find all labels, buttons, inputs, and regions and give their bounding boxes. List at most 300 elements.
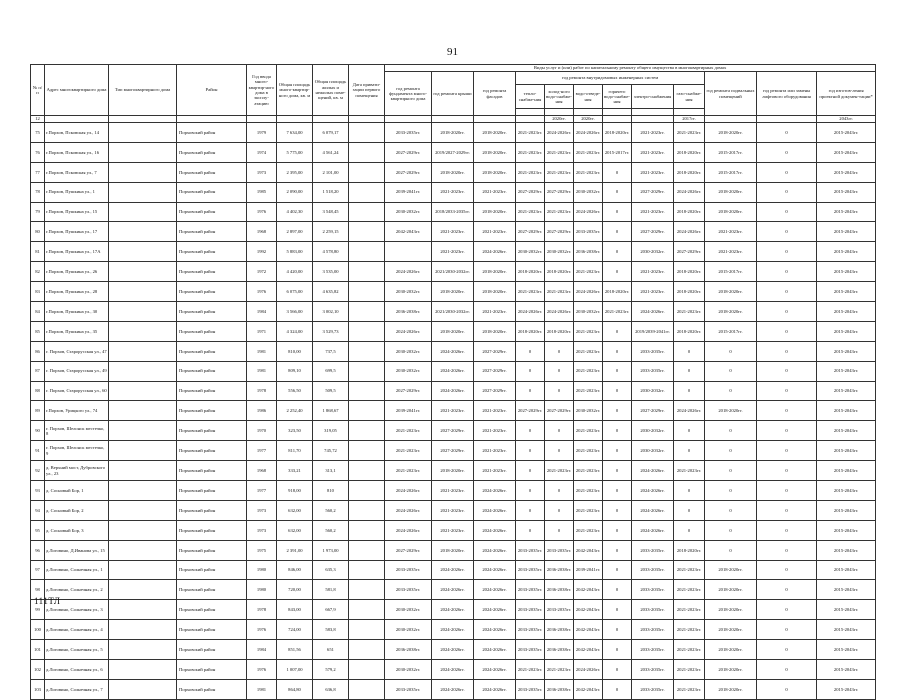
cell-heat: 2033-2035гг. — [516, 560, 545, 580]
cell-year: 1981 — [247, 341, 277, 361]
cell-heat: 2021-2023гг. — [516, 202, 545, 222]
cell-foundation: 2042-2043гг. — [385, 222, 432, 242]
cell-docs: 2015-2043гг. — [817, 182, 876, 202]
cell-gas: 2021-2023гг. — [674, 620, 705, 640]
cell-total-area: 720,00 — [277, 580, 313, 600]
colnum-cell — [313, 116, 349, 123]
cell-heat: 2021-2023гг. — [516, 282, 545, 302]
cell-privatization-date — [349, 500, 385, 520]
cell-year: 1973 — [247, 520, 277, 540]
cell-address: г.Порхов, Пушкина ул., 26 — [45, 262, 109, 282]
cell-privatization-date — [349, 401, 385, 421]
cell-roof: 2021-2023гг. — [432, 182, 474, 202]
table-row — [31, 461, 876, 481]
table-row — [31, 202, 876, 222]
cell-living-area: 560,2 — [313, 520, 349, 540]
cell-cold-water: 2027-2029гг. — [545, 222, 574, 242]
cell-heat: 2033-2035гг. — [516, 679, 545, 699]
cell-gas: 2018-2020гг. — [674, 162, 705, 182]
cell-house-type — [109, 600, 177, 620]
cell-row-number: 81 — [31, 242, 45, 262]
cell-row-number: 77 — [31, 162, 45, 182]
cell-row-number: 98 — [31, 580, 45, 600]
cell-roof: 2018-2020гг. — [432, 461, 474, 481]
cell-total-area: 2 897,00 — [277, 222, 313, 242]
cell-roof: 2024-2026гг. — [432, 361, 474, 381]
cell-gas: 2021-2023гг. — [674, 580, 705, 600]
header-privatization-date: Дата привати-зации первого помещения — [349, 65, 385, 116]
cell-elevator: 0 — [757, 162, 817, 182]
cell-hot-water: 0 — [603, 321, 632, 341]
header-total-area: Общая площадь много-квартир-ного дома, кв. м — [277, 65, 313, 116]
header-hot-water: горячего водо-снабже-ния — [603, 85, 632, 109]
cell-cold-water: 2018-2020гг. — [545, 262, 574, 282]
cell-electric: 2021-2023гг. — [632, 282, 674, 302]
cell-docs: 2015-2043гг. — [817, 381, 876, 401]
cell-row-number: 101 — [31, 640, 45, 660]
cell-house-type — [109, 441, 177, 461]
cell-drainage: 2021-2023гг. — [574, 500, 603, 520]
cell-total-area: 811,70 — [277, 441, 313, 461]
cell-living-area: 2 259,15 — [313, 222, 349, 242]
cell-foundation: 2039-2041гг. — [385, 182, 432, 202]
colnum-cell — [109, 116, 177, 123]
header-cold-water: холод-ного водо-снабже-ния — [545, 85, 574, 109]
cell-total-area: 5 883,00 — [277, 242, 313, 262]
colnum-cell — [757, 116, 817, 123]
cell-living-area: 4 561,24 — [313, 142, 349, 162]
cell-roof: 2027-2029гг. — [432, 441, 474, 461]
cell-district: Порховский район — [177, 361, 247, 381]
cell-roof: 2018-2020гг. — [432, 282, 474, 302]
cell-address: г. Порхов, Шелонск местечко, 9 — [45, 441, 109, 461]
cell-gas: 2018-2020гг. — [674, 202, 705, 222]
cell-living-area: 3 548,45 — [313, 202, 349, 222]
cell-living-area: 1 973,00 — [313, 540, 349, 560]
cell-hot-water: 0 — [603, 560, 632, 580]
cell-address: д.Логовино, Д.Иванова ул., 15 — [45, 540, 109, 560]
cell-heat: 0 — [516, 500, 545, 520]
table-row — [31, 640, 876, 660]
cell-drainage: 2021-2023гг. — [574, 321, 603, 341]
cell-docs: 2015-2043гг. — [817, 321, 876, 341]
cell-year: 1985 — [247, 182, 277, 202]
cell-address: д.Логовино, Солнечная ул., 6 — [45, 660, 109, 680]
cell-address: г.Порхов, Пушкина ул., 17 — [45, 222, 109, 242]
cell-cold-water: 0 — [545, 421, 574, 441]
cell-privatization-date — [349, 620, 385, 640]
cell-electric: 2033-2035гг. — [632, 679, 674, 699]
cell-living-area: 509,5 — [313, 381, 349, 401]
table-row — [31, 341, 876, 361]
cell-total-area: 724,00 — [277, 620, 313, 640]
cell-year: 1992 — [247, 242, 277, 262]
cell-foundation: 2027-2029гг. — [385, 381, 432, 401]
cell-living-area: 581,8 — [313, 580, 349, 600]
cell-heat: 0 — [516, 481, 545, 501]
cell-facade: 2021-2023гг. — [474, 222, 516, 242]
cell-roof: 2024-2026гг. — [432, 679, 474, 699]
colnum-cell: 12 — [31, 116, 45, 123]
cell-year: 1974 — [247, 142, 277, 162]
cell-privatization-date — [349, 660, 385, 680]
cell-basement: 0 — [705, 520, 757, 540]
cell-docs: 2015-2043гг. — [817, 361, 876, 381]
cell-electric: 2021-2023гг. — [632, 262, 674, 282]
cell-foundation: 2024-2026гг. — [385, 481, 432, 501]
cell-year: 1968 — [247, 461, 277, 481]
header-docs: год изготов-ления проектной докумен-тации* — [817, 72, 876, 116]
header-drainage: водо-отведе-ния — [574, 85, 603, 109]
cell-foundation: 2036-2038гг. — [385, 302, 432, 322]
cell-heat: 2021-2023гг. — [516, 142, 545, 162]
cell-row-number: 87 — [31, 361, 45, 381]
cell-privatization-date — [349, 123, 385, 143]
cell-living-area: 579,2 — [313, 660, 349, 680]
cell-hot-water: 0 — [603, 361, 632, 381]
header-services-group: Виды услуг и (или) работ по капитальному ремонту общего имущества в многоквартирных домах — [385, 65, 876, 72]
cell-drainage: 2033-2035гг. — [574, 222, 603, 242]
cell-house-type — [109, 361, 177, 381]
table-row — [31, 441, 876, 461]
cell-basement: 2015-2017гг. — [705, 262, 757, 282]
cell-cold-water: 2021-2023гг. — [545, 202, 574, 222]
cell-total-area: 4 402,30 — [277, 202, 313, 222]
cell-year: 1978 — [247, 600, 277, 620]
cell-docs: 2015-2043гг. — [817, 222, 876, 242]
cell-district: Порховский район — [177, 341, 247, 361]
cell-house-type — [109, 341, 177, 361]
cell-total-area: 809,10 — [277, 361, 313, 381]
cell-heat: 2030-2032гг. — [516, 242, 545, 262]
cell-foundation: 2024-2026гг. — [385, 321, 432, 341]
table-body — [31, 123, 876, 700]
colnum-cell: 2020гг. — [574, 116, 603, 123]
cell-hot-water: 0 — [603, 540, 632, 560]
table-row — [31, 242, 876, 262]
cell-foundation: 2033-2035гг. — [385, 560, 432, 580]
cell-facade: 2018-2020гг. — [474, 321, 516, 341]
cell-facade: 2021-2023гг. — [474, 421, 516, 441]
cell-hot-water: 0 — [603, 679, 632, 699]
cell-basement: 2018-2020гг. — [705, 202, 757, 222]
cell-facade: 2021-2023гг. — [474, 401, 516, 421]
cell-elevator: 0 — [757, 123, 817, 143]
header-elevator: год ремонта или замены лифтового оборудования — [757, 72, 817, 116]
cell-drainage: 2030-2032гг. — [574, 182, 603, 202]
cell-facade: 2024-2026гг. — [474, 640, 516, 660]
cell-foundation: 2036-2038гг. — [385, 640, 432, 660]
cell-total-area: 632,00 — [277, 520, 313, 540]
cell-roof: 2024-2026гг. — [432, 620, 474, 640]
cell-total-area: 843,00 — [277, 600, 313, 620]
cell-address: г.Порхов, Пушкина ул., 17А — [45, 242, 109, 262]
cell-hot-water: 0 — [603, 262, 632, 282]
cell-facade: 2018-2020гг. — [474, 123, 516, 143]
cell-hot-water: 0 — [603, 421, 632, 441]
cell-total-area: 851,56 — [277, 640, 313, 660]
cell-gas: 2024-2026гг. — [674, 401, 705, 421]
cell-total-area: 2 090,00 — [277, 182, 313, 202]
cell-gas: 0 — [674, 381, 705, 401]
cell-year: 1984 — [247, 640, 277, 660]
cell-elevator: 0 — [757, 341, 817, 361]
cell-facade: 2021-2023гг. — [474, 302, 516, 322]
cell-docs: 2015-2043гг. — [817, 540, 876, 560]
cell-row-number: 96 — [31, 540, 45, 560]
cell-roof: 2021-2023гг. — [432, 242, 474, 262]
cell-total-area: 5 775,00 — [277, 142, 313, 162]
cell-roof: 2024-2026гг. — [432, 341, 474, 361]
cell-district: Порховский район — [177, 142, 247, 162]
cell-heat: 2021-2023гг. — [516, 162, 545, 182]
table-row — [31, 162, 876, 182]
cell-row-number: 88 — [31, 381, 45, 401]
cell-roof: 2021-2023гг. — [432, 401, 474, 421]
cell-drainage: 2021-2023гг. — [574, 142, 603, 162]
cell-elevator: 0 — [757, 242, 817, 262]
cell-docs: 2015-2043гг. — [817, 421, 876, 441]
cell-electric: 2024-2026гг. — [632, 461, 674, 481]
cell-basement: 2018-2020гг. — [705, 679, 757, 699]
cell-heat: 2018-2020гг. — [516, 262, 545, 282]
cell-roof: 2019/2027-2029гг. — [432, 142, 474, 162]
cell-total-area: 333,21 — [277, 461, 313, 481]
cell-living-area: 3 002,10 — [313, 302, 349, 322]
cell-elevator: 0 — [757, 660, 817, 680]
cell-foundation: 2033-2035гг. — [385, 580, 432, 600]
cell-drainage: 2021-2023гг. — [574, 341, 603, 361]
cell-gas: 2018-2020гг. — [674, 321, 705, 341]
cell-district: Порховский район — [177, 182, 247, 202]
cell-row-number: 100 — [31, 620, 45, 640]
cell-basement: 2018-2020гг. — [705, 640, 757, 660]
cell-address: г. Порхов, Старорусская ул., 49 — [45, 361, 109, 381]
cell-heat: 2033-2035гг. — [516, 540, 545, 560]
cell-electric: 2030-2032гг. — [632, 381, 674, 401]
cell-total-area: 810,00 — [277, 341, 313, 361]
cell-basement: 0 — [705, 461, 757, 481]
cell-hot-water: 0 — [603, 381, 632, 401]
cell-roof: 2018-2020гг. — [432, 540, 474, 560]
cell-row-number: 84 — [31, 302, 45, 322]
cell-electric: 2033-2035гг. — [632, 600, 674, 620]
cell-facade: 2021-2023гг. — [474, 461, 516, 481]
colnum-cell — [349, 116, 385, 123]
cell-cold-water: 2018-2020гг. — [545, 321, 574, 341]
cell-gas: 0 — [674, 441, 705, 461]
cell-drainage: 2024-2026гг. — [574, 202, 603, 222]
cell-elevator: 0 — [757, 142, 817, 162]
cell-facade: 2024-2026гг. — [474, 679, 516, 699]
cell-roof: 2021-2023гг. — [432, 481, 474, 501]
cell-address: г.Порхов, Пушкина ул., 15 — [45, 202, 109, 222]
cell-foundation: 2030-2032гг. — [385, 600, 432, 620]
cell-house-type — [109, 282, 177, 302]
table-row — [31, 660, 876, 680]
cell-house-type — [109, 182, 177, 202]
cell-foundation: 2030-2032гг. — [385, 660, 432, 680]
cell-foundation: 2027-2029гг. — [385, 162, 432, 182]
cell-roof: 2027-2029гг. — [432, 421, 474, 441]
cell-row-number: 85 — [31, 321, 45, 341]
table-row — [31, 222, 876, 242]
header-address: Адрес многоквартирного дома — [45, 65, 109, 116]
cell-address: д.Логовино, Солнечная ул., 1 — [45, 560, 109, 580]
cell-district: Порховский район — [177, 640, 247, 660]
cell-house-type — [109, 142, 177, 162]
cell-hot-water: 0 — [603, 162, 632, 182]
cell-hot-water: 0 — [603, 640, 632, 660]
cell-gas: 2021-2023гг. — [674, 679, 705, 699]
cell-privatization-date — [349, 341, 385, 361]
header-foundation: год ремонта фундамента много-квартирного дома — [385, 72, 432, 116]
cell-living-area: 745,72 — [313, 441, 349, 461]
cell-heat: 2027-2029гг. — [516, 222, 545, 242]
cell-year: 1979 — [247, 123, 277, 143]
cell-row-number: 93 — [31, 481, 45, 501]
cell-facade: 2021-2023гг. — [474, 441, 516, 461]
colnum-cell — [474, 116, 516, 123]
cell-facade: 2024-2026гг. — [474, 520, 516, 540]
cell-drainage: 2030-2032гг. — [574, 302, 603, 322]
cell-district: Порховский район — [177, 162, 247, 182]
cell-gas: 0 — [674, 520, 705, 540]
cell-electric: 2033-2035гг. — [632, 660, 674, 680]
cell-district: Порховский район — [177, 600, 247, 620]
cell-foundation: 2021-2023гг. — [385, 421, 432, 441]
cell-foundation: 2021-2023гг. — [385, 461, 432, 481]
cell-electric: 2033-2035гг. — [632, 540, 674, 560]
cell-docs: 2015-2043гг. — [817, 341, 876, 361]
cell-address: д. Сосновый Бор, 3 — [45, 520, 109, 540]
cell-hot-water: 0 — [603, 341, 632, 361]
cell-privatization-date — [349, 640, 385, 660]
cell-foundation: 2033-2035гг. — [385, 679, 432, 699]
cell-foundation: 2030-2032гг. — [385, 620, 432, 640]
cell-heat: 2021-2023гг. — [516, 660, 545, 680]
cell-living-area: 810 — [313, 481, 349, 501]
cell-living-area: 4 635,82 — [313, 282, 349, 302]
cell-roof: 2021-2023гг. — [432, 520, 474, 540]
cell-heat: 0 — [516, 341, 545, 361]
header-district: Район — [177, 65, 247, 116]
cell-drainage: 2021-2023гг. — [574, 441, 603, 461]
cell-drainage: 2021-2023гг. — [574, 481, 603, 501]
cell-row-number: 82 — [31, 262, 45, 282]
cell-district: Порховский район — [177, 580, 247, 600]
cell-total-area: 632,00 — [277, 500, 313, 520]
cell-address: д. Сосновый Бор, 1 — [45, 481, 109, 501]
cell-year: 1976 — [247, 660, 277, 680]
cell-facade: 2018-2020гг. — [474, 282, 516, 302]
table-row — [31, 123, 876, 143]
cell-hot-water: 2021-2023гг. — [603, 302, 632, 322]
cell-electric: 2033-2035гг. — [632, 560, 674, 580]
cell-electric: 2033-2035гг. — [632, 620, 674, 640]
colnum-cell — [277, 116, 313, 123]
cell-foundation — [385, 242, 432, 262]
cell-elevator: 0 — [757, 500, 817, 520]
cell-electric: 2021-2023гг. — [632, 142, 674, 162]
cell-year: 1973 — [247, 500, 277, 520]
cell-house-type — [109, 162, 177, 182]
cell-house-type — [109, 500, 177, 520]
colnum-cell — [385, 116, 432, 123]
cell-facade: 2018-2020гг. — [474, 202, 516, 222]
cell-year: 1980 — [247, 580, 277, 600]
cell-year: 1984 — [247, 302, 277, 322]
cell-facade: 2024-2026гг. — [474, 242, 516, 262]
cell-electric: 2024-2026гг. — [632, 481, 674, 501]
cell-elevator: 0 — [757, 620, 817, 640]
header-basement: год ремонта подвальных помещений — [705, 72, 757, 116]
table-row — [31, 560, 876, 580]
cell-elevator: 0 — [757, 600, 817, 620]
cell-heat: 2033-2035гг. — [516, 640, 545, 660]
cell-gas: 2018-2020гг. — [674, 262, 705, 282]
cell-row-number: 91 — [31, 441, 45, 461]
cell-address: г.Порхов, Псковская ул., 16 — [45, 142, 109, 162]
cell-drainage: 2042-2043гг. — [574, 600, 603, 620]
cell-district: Порховский район — [177, 262, 247, 282]
cell-district: Порховский район — [177, 540, 247, 560]
colnum-cell — [632, 116, 674, 123]
cell-hot-water: 0 — [603, 202, 632, 222]
cell-drainage: 2042-2043гг. — [574, 640, 603, 660]
cell-cold-water: 2021-2023гг. — [545, 660, 574, 680]
cell-privatization-date — [349, 361, 385, 381]
cell-year: 1975 — [247, 540, 277, 560]
cell-hot-water: 0 — [603, 481, 632, 501]
table-row — [31, 580, 876, 600]
cell-heat: 0 — [516, 441, 545, 461]
cell-docs: 2015-2043гг. — [817, 262, 876, 282]
cell-year: 1972 — [247, 262, 277, 282]
cell-docs: 2015-2043гг. — [817, 600, 876, 620]
cell-address: г.Порхов, Псковская ул., 7 — [45, 162, 109, 182]
cell-address: д.Логовино, Солнечная ул., 3 — [45, 600, 109, 620]
cell-privatization-date — [349, 461, 385, 481]
cell-basement: 2015-2017гг. — [705, 321, 757, 341]
cell-house-type — [109, 381, 177, 401]
cell-roof: 2018-2020гг. — [432, 123, 474, 143]
cell-living-area: 6 079,17 — [313, 123, 349, 143]
cell-basement: 0 — [705, 381, 757, 401]
cell-roof: 2024-2026гг. — [432, 600, 474, 620]
cell-cold-water: 0 — [545, 441, 574, 461]
cell-hot-water: 0 — [603, 441, 632, 461]
cell-docs: 2015-2043гг. — [817, 441, 876, 461]
cell-address: д. Сосновый Бор, 2 — [45, 500, 109, 520]
cell-basement: 0 — [705, 481, 757, 501]
cell-roof: 2021/2030-2032гг. — [432, 302, 474, 322]
cell-gas: 2021-2023гг. — [674, 123, 705, 143]
cell-privatization-date — [349, 441, 385, 461]
cell-house-type — [109, 202, 177, 222]
cell-address: д.Логовино, Солнечная ул., 7 — [45, 679, 109, 699]
cell-heat: 0 — [516, 461, 545, 481]
cell-year: 1976 — [247, 620, 277, 640]
cell-foundation: 2021-2023гг. — [385, 441, 432, 461]
cell-privatization-date — [349, 381, 385, 401]
colnum-cell: 2020гг. — [545, 116, 574, 123]
colnum-cell: 2017гг. — [674, 116, 705, 123]
header-type: Тип многоквартирного дома — [109, 65, 177, 116]
cell-living-area: 319,05 — [313, 421, 349, 441]
colnum-cell: 2043гг. — [817, 116, 876, 123]
cell-drainage: 2021-2023гг. — [574, 520, 603, 540]
